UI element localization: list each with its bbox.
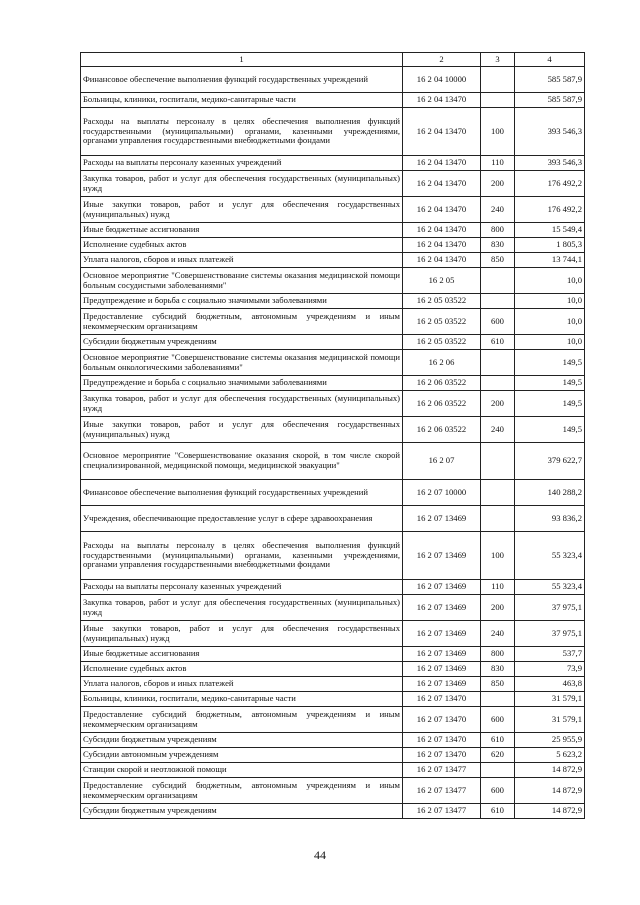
cell-sum: 15 549,4 <box>515 223 585 238</box>
cell-code: 16 2 07 13469 <box>403 621 481 647</box>
cell-sum: 14 872,9 <box>515 778 585 804</box>
cell-sum: 585 587,9 <box>515 67 585 93</box>
cell-type: 200 <box>481 595 515 621</box>
cell-name: Финансовое обеспечение выполнения функций государственных учреждений <box>81 480 403 506</box>
table-row <box>81 647 585 662</box>
cell-type <box>481 376 515 391</box>
table-row <box>81 171 585 197</box>
cell-sum: 1 805,3 <box>515 238 585 253</box>
cell-sum: 149,5 <box>515 350 585 376</box>
cell-type <box>481 67 515 93</box>
cell-code: 16 2 07 13469 <box>403 595 481 621</box>
cell-sum: 176 492,2 <box>515 197 585 223</box>
table-row <box>81 580 585 595</box>
cell-name: Уплата налогов, сборов и иных платежей <box>81 677 403 692</box>
cell-sum: 10,0 <box>515 268 585 294</box>
cell-code: 16 2 07 13469 <box>403 677 481 692</box>
cell-code: 16 2 07 13470 <box>403 733 481 748</box>
cell-sum: 25 955,9 <box>515 733 585 748</box>
cell-code: 16 2 06 <box>403 350 481 376</box>
table-row <box>81 443 585 480</box>
cell-type: 850 <box>481 677 515 692</box>
table-row <box>81 480 585 506</box>
cell-code: 16 2 07 13470 <box>403 707 481 733</box>
cell-name: Расходы на выплаты персоналу в целях обеспечения выполнения функций государственными (муниципальными) органами, казенными учреждениями, органами управления государственными внебюджетными фондами <box>81 108 403 156</box>
table-row <box>81 223 585 238</box>
table-row <box>81 692 585 707</box>
cell-type: 240 <box>481 417 515 443</box>
cell-sum: 537,7 <box>515 647 585 662</box>
cell-type <box>481 294 515 309</box>
page-number: 44 <box>314 848 326 862</box>
cell-name: Предоставление субсидий бюджетным, автономным учреждениям и иным некоммерческим организациям <box>81 309 403 335</box>
cell-type: 850 <box>481 253 515 268</box>
cell-type: 600 <box>481 707 515 733</box>
cell-name: Иные бюджетные ассигнования <box>81 223 403 238</box>
cell-type: 600 <box>481 778 515 804</box>
table-row <box>81 733 585 748</box>
cell-type: 200 <box>481 171 515 197</box>
cell-type: 800 <box>481 223 515 238</box>
cell-type <box>481 480 515 506</box>
cell-code: 16 2 07 13470 <box>403 692 481 707</box>
table-row <box>81 532 585 580</box>
cell-code: 16 2 04 13470 <box>403 171 481 197</box>
cell-name: Предоставление субсидий бюджетным, автономным учреждениям и иным некоммерческим организациям <box>81 778 403 804</box>
table-row <box>81 67 585 93</box>
cell-name: Субсидии бюджетным учреждениям <box>81 804 403 819</box>
cell-name: Больницы, клиники, госпитали, медико-санитарные части <box>81 93 403 108</box>
cell-sum: 37 975,1 <box>515 621 585 647</box>
table-row <box>81 350 585 376</box>
cell-sum: 140 288,2 <box>515 480 585 506</box>
cell-name: Субсидии бюджетным учреждениям <box>81 733 403 748</box>
table-row <box>81 417 585 443</box>
cell-type <box>481 350 515 376</box>
cell-code: 16 2 05 03522 <box>403 335 481 350</box>
table-header-row <box>81 53 585 67</box>
cell-type: 200 <box>481 391 515 417</box>
table-row <box>81 156 585 171</box>
cell-type: 110 <box>481 580 515 595</box>
cell-code: 16 2 04 13470 <box>403 197 481 223</box>
cell-code: 16 2 05 03522 <box>403 309 481 335</box>
cell-name: Иные закупки товаров, работ и услуг для обеспечения государственных (муниципальных) нужд <box>81 621 403 647</box>
cell-type: 830 <box>481 662 515 677</box>
cell-name: Исполнение судебных актов <box>81 238 403 253</box>
cell-sum: 176 492,2 <box>515 171 585 197</box>
table-row <box>81 93 585 108</box>
cell-type: 610 <box>481 733 515 748</box>
cell-sum: 13 744,1 <box>515 253 585 268</box>
cell-code: 16 2 04 13470 <box>403 93 481 108</box>
table-row <box>81 748 585 763</box>
table-row <box>81 707 585 733</box>
cell-type: 240 <box>481 197 515 223</box>
cell-sum: 463,8 <box>515 677 585 692</box>
cell-code: 16 2 06 03522 <box>403 391 481 417</box>
table-row <box>81 335 585 350</box>
table-row <box>81 677 585 692</box>
cell-name: Основное мероприятие "Совершенствование оказания скорой, в том числе скорой специализированной, медицинской помощи, медицинской эвакуации" <box>81 443 403 480</box>
cell-name: Закупка товаров, работ и услуг для обеспечения государственных (муниципальных) нужд <box>81 595 403 621</box>
cell-name: Субсидии бюджетным учреждениям <box>81 335 403 350</box>
cell-sum: 93 836,2 <box>515 506 585 532</box>
cell-name: Иные закупки товаров, работ и услуг для обеспечения государственных (муниципальных) нужд <box>81 197 403 223</box>
cell-sum: 14 872,9 <box>515 804 585 819</box>
cell-name: Основное мероприятие "Совершенствование системы оказания медицинской помощи больным сосудистыми заболеваниями" <box>81 268 403 294</box>
cell-code: 16 2 07 13477 <box>403 804 481 819</box>
cell-sum: 10,0 <box>515 309 585 335</box>
cell-type: 620 <box>481 748 515 763</box>
cell-code: 16 2 07 13469 <box>403 532 481 580</box>
cell-code: 16 2 05 <box>403 268 481 294</box>
cell-code: 16 2 04 13470 <box>403 238 481 253</box>
cell-sum: 55 323,4 <box>515 580 585 595</box>
cell-name: Закупка товаров, работ и услуг для обеспечения государственных (муниципальных) нужд <box>81 171 403 197</box>
cell-type: 800 <box>481 647 515 662</box>
cell-sum: 149,5 <box>515 391 585 417</box>
cell-name: Предупреждение и борьба с социально значимыми заболеваниями <box>81 294 403 309</box>
cell-code: 16 2 06 03522 <box>403 376 481 391</box>
cell-code: 16 2 07 13477 <box>403 763 481 778</box>
cell-code: 16 2 05 03522 <box>403 294 481 309</box>
cell-name: Расходы на выплаты персоналу в целях обеспечения выполнения функций государственными (муниципальными) органами, казенными учреждениями, органами управления государственными внебюджетными фондами <box>81 532 403 580</box>
header-col-3: 3 <box>481 53 515 67</box>
table-row <box>81 376 585 391</box>
table-row <box>81 621 585 647</box>
cell-name: Основное мероприятие "Совершенствование системы оказания медицинской помощи больным онкологическими заболеваниями" <box>81 350 403 376</box>
cell-name: Больницы, клиники, госпитали, медико-санитарные части <box>81 692 403 707</box>
table-row <box>81 108 585 156</box>
table-row <box>81 778 585 804</box>
table-row <box>81 763 585 778</box>
cell-sum: 379 622,7 <box>515 443 585 480</box>
cell-type <box>481 443 515 480</box>
cell-type: 610 <box>481 335 515 350</box>
cell-code: 16 2 04 13470 <box>403 108 481 156</box>
cell-sum: 149,5 <box>515 376 585 391</box>
table-row <box>81 595 585 621</box>
cell-code: 16 2 07 13469 <box>403 580 481 595</box>
cell-type: 110 <box>481 156 515 171</box>
cell-sum: 14 872,9 <box>515 763 585 778</box>
table-row <box>81 268 585 294</box>
cell-name: Субсидии автономным учреждениям <box>81 748 403 763</box>
header-col-2: 2 <box>403 53 481 67</box>
table-row <box>81 506 585 532</box>
cell-name: Закупка товаров, работ и услуг для обеспечения государственных (муниципальных) нужд <box>81 391 403 417</box>
cell-type: 240 <box>481 621 515 647</box>
table-row <box>81 309 585 335</box>
cell-type: 100 <box>481 532 515 580</box>
cell-sum: 73,9 <box>515 662 585 677</box>
table-row <box>81 238 585 253</box>
table-row <box>81 253 585 268</box>
cell-code: 16 2 07 13470 <box>403 748 481 763</box>
cell-name: Расходы на выплаты персоналу казенных учреждений <box>81 156 403 171</box>
cell-sum: 393 546,3 <box>515 108 585 156</box>
cell-name: Уплата налогов, сборов и иных платежей <box>81 253 403 268</box>
cell-code: 16 2 07 13477 <box>403 778 481 804</box>
cell-code: 16 2 04 13470 <box>403 156 481 171</box>
cell-type: 100 <box>481 108 515 156</box>
cell-sum: 31 579,1 <box>515 707 585 733</box>
cell-name: Иные закупки товаров, работ и услуг для обеспечения государственных (муниципальных) нужд <box>81 417 403 443</box>
cell-code: 16 2 04 13470 <box>403 223 481 238</box>
cell-sum: 55 323,4 <box>515 532 585 580</box>
table-row <box>81 197 585 223</box>
cell-sum: 585 587,9 <box>515 93 585 108</box>
cell-type <box>481 506 515 532</box>
cell-code: 16 2 06 03522 <box>403 417 481 443</box>
budget-table <box>80 52 585 819</box>
cell-type <box>481 268 515 294</box>
cell-code: 16 2 04 13470 <box>403 253 481 268</box>
cell-sum: 10,0 <box>515 294 585 309</box>
cell-type: 610 <box>481 804 515 819</box>
table-row <box>81 294 585 309</box>
cell-name: Исполнение судебных актов <box>81 662 403 677</box>
cell-type <box>481 763 515 778</box>
cell-sum: 149,5 <box>515 417 585 443</box>
cell-name: Иные бюджетные ассигнования <box>81 647 403 662</box>
cell-code: 16 2 07 10000 <box>403 480 481 506</box>
table-row <box>81 804 585 819</box>
cell-name: Предупреждение и борьба с социально значимыми заболеваниями <box>81 376 403 391</box>
header-col-1: 1 <box>81 53 403 67</box>
cell-sum: 393 546,3 <box>515 156 585 171</box>
cell-code: 16 2 04 10000 <box>403 67 481 93</box>
cell-sum: 37 975,1 <box>515 595 585 621</box>
table-row <box>81 391 585 417</box>
cell-name: Финансовое обеспечение выполнения функций государственных учреждений <box>81 67 403 93</box>
cell-code: 16 2 07 <box>403 443 481 480</box>
cell-code: 16 2 07 13469 <box>403 662 481 677</box>
cell-name: Предоставление субсидий бюджетным, автономным учреждениям и иным некоммерческим организациям <box>81 707 403 733</box>
cell-sum: 5 623,2 <box>515 748 585 763</box>
cell-name: Расходы на выплаты персоналу казенных учреждений <box>81 580 403 595</box>
cell-code: 16 2 07 13469 <box>403 506 481 532</box>
cell-type: 600 <box>481 309 515 335</box>
cell-sum: 31 579,1 <box>515 692 585 707</box>
cell-sum: 10,0 <box>515 335 585 350</box>
cell-type: 830 <box>481 238 515 253</box>
cell-type <box>481 93 515 108</box>
header-col-4: 4 <box>515 53 585 67</box>
cell-name: Станции скорой и неотложной помощи <box>81 763 403 778</box>
cell-type <box>481 692 515 707</box>
cell-code: 16 2 07 13469 <box>403 647 481 662</box>
table-row <box>81 662 585 677</box>
cell-name: Учреждения, обеспечивающие предоставление услуг в сфере здравоохранения <box>81 506 403 532</box>
